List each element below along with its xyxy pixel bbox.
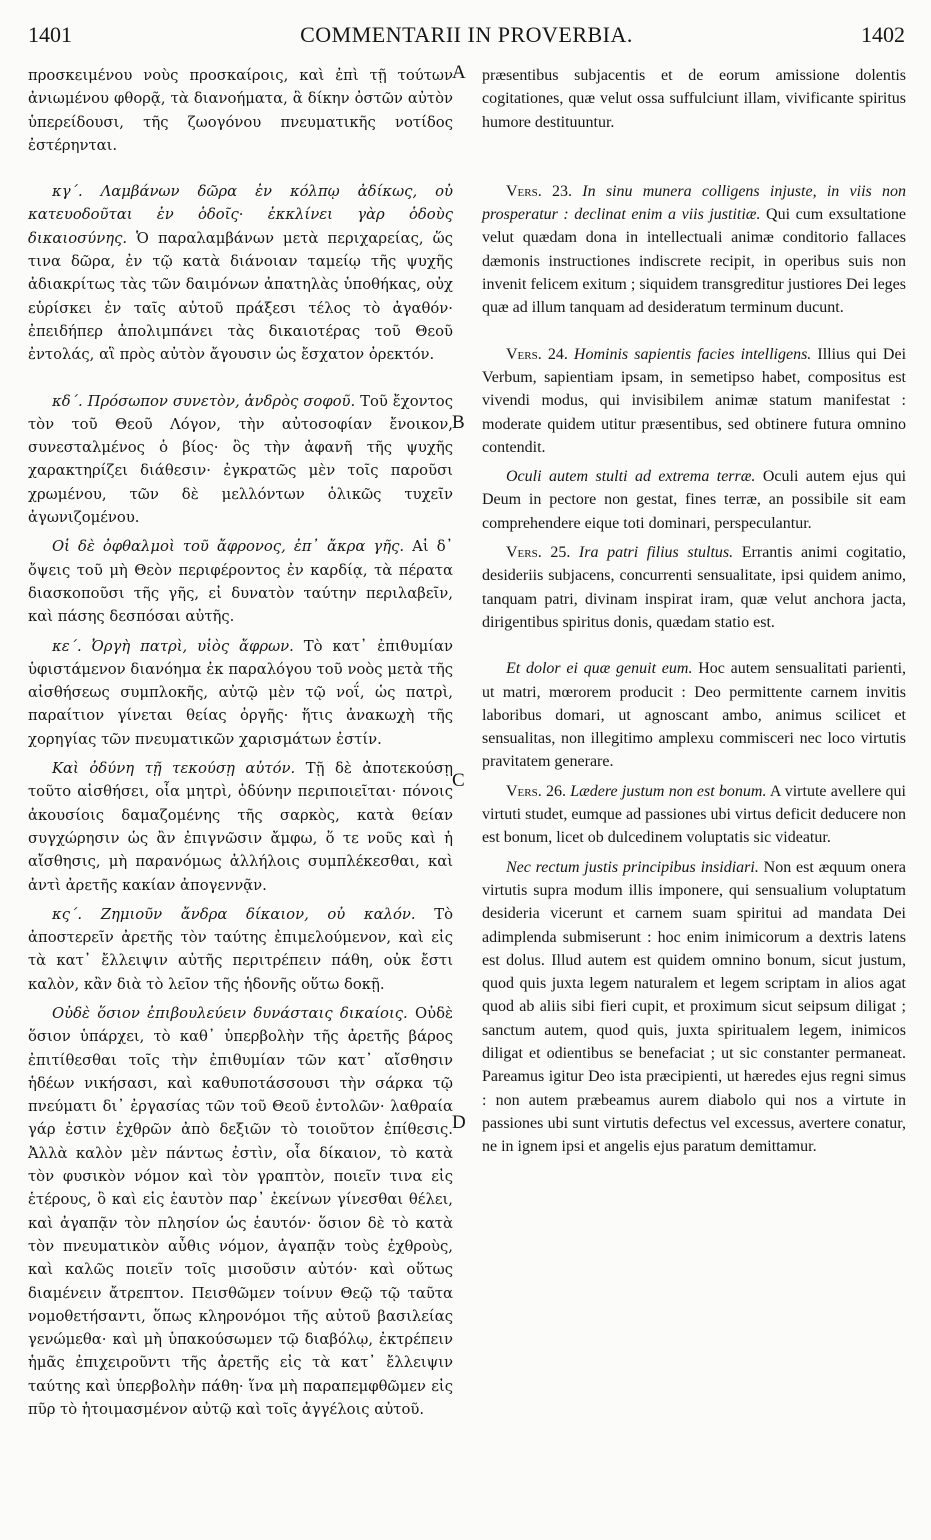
greek-text-5: Τὸ κατ᾽ ἐπιθυμίαν ὑφιστάμενον διανόημα ἐκ παραλόγου τοῦ νοὸς μετὰ τῆς αἰσθήσεως συμπλοκῆς, αὐτῷ μὲν τῷ νοΐ, ὡς πατρὶ, παραίτιον γίνεται θείας ὀργῆς· ἥτις ἀνακωχὴ τῆς χορηγίας τῶν πνευματικῶν χαρισμάτων ἐστίν. <box>28 637 453 748</box>
latin-verse-number-24: Vers. 24. <box>506 345 568 363</box>
greek-lemma-rulers: Οὐδὲ ὅσιον ἐπιβουλεύειν δυνάσταις δικαίοις. <box>52 1004 408 1022</box>
greek-paragraph-1 <box>28 64 453 157</box>
latin-paragraph-1 <box>482 64 906 134</box>
greek-text-1: προσκειμένου νοὺς προσκαίροις, καὶ ἐπὶ τῇ τούτων ἀνιωμένου φθορᾷ, τὰ διανοήματα, ἃ δίκην ὀστῶν αὐτὸν ὑπερείδουσι, τῆς ζωογόνου πνευματικῆς νοτίδος ἐστέρηνται. <box>28 67 453 154</box>
greek-text-7: Τὸ ἀποστερεῖν ἀρετῆς τὸν ταύτης ἐπιμελούμενον, καὶ εἰς τὰ κατ᾽ ἔλλειψιν αὐτῆς περιτρέπειν πάθη, οὐκ ἔστι καλὸν, κἂν διὰ τὸ λεῖον τῆς ἡδονῆς οὕτω δοκῇ. <box>28 905 453 993</box>
greek-text-8: Οὐδὲ ὅσιον ὑπάρχει, τὸ καθ᾽ ὑπερβολὴν τῆς ἀρετῆς βάρος ἐπιτίθεσθαι τοῖς τὴν ἐπιθυμίαν τῶν κατ᾽ αἴσθησιν ἡδέων νικήσασι, καὶ καθυποτάσσουσι τὴν σάρκα τῷ πνεύματι δι᾽ ἐργασίας τῶν τοῦ Θεοῦ ἐντολῶν· λαθραία γάρ ἐστιν ἐχθρῶν ἀπὸ δεξιῶν τὸ τοιοῦτον ἐπίθεσις. Ἀλλὰ καλὸν μὲν πάντως ἐστὶν, οἷα δίκαιον, τὸ κατὰ τὸν φυσικὸν νόμον καὶ τὸν γραπτὸν, ποιεῖν τινα εἰς ἑτέρους, ὃ καὶ εἰς ἑαυτὸν παρ᾽ ἐκείνων γίνεσθαι θέλει, καὶ ἀγαπᾷν τὸν πλησίον ὡς ἑαυτόν· ὅσιον δὲ τὸ κατὰ τὸν πνευματικὸν αὖθις νόμον, ἀγαπᾷν τοὺς ἐχθροὺς, καὶ καλῶς ποιεῖν τοῖς μισοῦσιν αὐτόν· καὶ οὕτως διαμένειν ἄτρεπτον. Πεισθῶμεν τοίνυν Θεῷ τῷ ταῦτα νομοθετήσαντι, ὅπως κληρονόμοι τῆς αὐτοῦ βασιλείας γενώμεθα· καὶ μὴ ὑπακούσωμεν τῷ διαβόλῳ, ἐκτρέπειν ἡμᾶς ἐπιχειροῦντι τῆς ἀρετῆς εἰς τὰ κατ᾽ ἔλλειψιν ταύτης καὶ ὑπερβολὴν πάθη· ἵνα μὴ παραπεμφθῶμεν εἰς πῦρ τὸ ἡτοιμασμένον αὐτῷ καὶ τοῖς ἀγγέλοις αὐτοῦ. <box>28 1004 453 1419</box>
latin-lemma-grief: Et dolor ei quæ genuit eum. <box>506 660 693 678</box>
latin-paragraph-6 <box>482 657 906 773</box>
greek-lemma-grief: Καὶ ὀδύνη τῇ τεκούσῃ αὐτόν. <box>52 760 296 778</box>
latin-text-5: Errantis animi cogitatio, desideriis subjacens, concurrenti sensualitate, ipsi quidem animo, tanquam patri, divinam inspirat iram, quæ velut anchora jacta, dirigentibus spiritus donis, quædam statio est. <box>482 544 907 631</box>
greek-paragraph-8 <box>28 1002 453 1421</box>
greek-paragraph-3 <box>28 390 453 530</box>
latin-lemma-rulers: Nec rectum justis principibus insidiari. <box>506 858 759 876</box>
latin-paragraph-4 <box>482 465 906 535</box>
greek-paragraph-7 <box>28 903 453 996</box>
latin-text-4: Oculi autem ejus qui Deum in pectore non gestat, fines terræ, an possibile sit eam comprehendere eique toti dominari, perspeculantur. <box>482 468 907 532</box>
latin-text-7: A virtute avellere qui virtuti studet, eumque ad passiones ubi virtus deficit deducere non est bonum, licet ob dulcedinem voluptatis sic videatur. <box>482 782 907 847</box>
greek-column <box>28 64 453 1421</box>
latin-verse-lemma-25: Ira patri filius stultus. <box>578 544 734 562</box>
margin-letter-b: B <box>452 412 465 433</box>
margin-letter-d: D <box>452 1112 466 1133</box>
greek-text-6: Τῇ δὲ ἀποτεκούσῃ τοῦτο αἰσθήσει, οἷα μητρὶ, ὀδύνην περιποιεῖται· πόνοις ἀκουσίοις δαμαζομένης τῆς σαρκὸς, κατὰ θείαν συγχώρησιν ὡς ἂν ἐπιγνῶσιν ἄμφω, ὅ τε νοῦς καὶ ἡ αἴσθησις, μὴ παρανόμως ἀλλήλοις συμπλέκεσθαι, καὶ ἀντὶ ἀρετῆς κακίαν ἀπογεννᾷν. <box>28 760 453 894</box>
latin-verse-lemma-24: Hominis sapientis facies intelligens. <box>573 345 812 363</box>
latin-paragraph-3 <box>482 343 906 459</box>
margin-letter-c: C <box>452 770 465 791</box>
greek-paragraph-5 <box>28 635 453 751</box>
latin-text-8: Non est æquum onera virtutis supra modum illis imponere, qui sensualium voluptatum desideria vicerunt et carnem suam spiritui ad mandata Dei adimplenda submiserunt : hoc enim inimicorum a dextris latens est dolus. Illud autem est quidem omnino bonum, sicut justum, quod quis juxta legem naturalem et legem scriptam in alios agat quod ab aliis sibi fieri cupit, et proximum sicut seipsum diligat ; sanctum autem, quod quis, juxta spiritualem legem, inimicos diligat et odientibus se benefaciat ; ut sic constanter permaneat. Pareamus igitur Deo ista præcipienti, ut hæredes ejus regni simus : non autem præbeamus aurem diabolo qui nos a virtute in passiones ubi sunt virtutis defectus vel excessus, avertere conatur, ne in ignem ipsi et angelis ejus paratum demittamur. <box>482 858 907 1156</box>
greek-paragraph-6 <box>28 757 453 897</box>
margin-letter-a: A <box>452 62 466 83</box>
latin-paragraph-2 <box>482 180 906 320</box>
greek-paragraph-2 <box>28 180 453 366</box>
page-number-right: 1402 <box>861 22 905 47</box>
greek-verse-lemma-26: κς΄. Ζημιοῦν ἄνδρα δίκαιον, οὐ καλόν. <box>52 905 416 923</box>
latin-verse-number-26: Vers. 26. <box>506 782 566 800</box>
latin-lemma-eyes: Oculi autem stulti ad extrema terræ. <box>506 468 756 486</box>
page-number-left: 1401 <box>28 22 72 47</box>
greek-verse-lemma-24: κδ΄. Πρόσωπον συνετὸν, ἀνδρὸς σοφοῦ. <box>52 392 356 410</box>
running-header <box>28 22 905 52</box>
latin-verse-number-23: Vers. 23. <box>506 182 572 200</box>
greek-verse-lemma-25: κε΄. Ὀργὴ πατρὶ, υἱὸς ἄφρων. <box>52 637 294 655</box>
latin-paragraph-8 <box>482 856 906 1159</box>
latin-verse-lemma-23: In sinu munera colligens injuste, in viis non prosperatur : declinat enim a viis justitiæ. <box>482 182 907 224</box>
latin-text-3: Illius qui Dei Verbum, sapientiam ipsam, in semetipso habet, compositus est vivendi modus, qui invisibilem animæ statum manifestat : moderate quidem utitur præsentibus, sed obtinere futura omnino contendit. <box>482 345 907 456</box>
greek-paragraph-4 <box>28 535 453 628</box>
latin-paragraph-7 <box>482 780 906 850</box>
latin-verse-lemma-26: Lædere justum non est bonum. <box>570 782 767 800</box>
latin-text-2: Qui cum exsultatione velut quædam dona in intellectuali animæ conditorio fallaces dæmonis instructiones indiscrete recipit, in operibus suis non invenit felicem exitum ; siquidem transgreditur justiores Dei leges quæ ad illum tanquam ad desideratum terminum ducunt. <box>482 206 907 317</box>
latin-verse-number-25: Vers. 25. <box>506 544 571 562</box>
running-title: COMMENTARII IN PROVERBIA. <box>300 22 633 47</box>
latin-paragraph-5 <box>482 541 906 634</box>
greek-text-4: Αἱ δ᾽ ὄψεις τοῦ μὴ Θεὸν περιφέροντος ἐν καρδίᾳ, τὰ πέρατα διασκοποῦσι τῆς γῆς, εἰ δυνατὸν ταύτην περιλαβεῖν, καὶ πάσης δεσπόσαι αὐτῆς. <box>28 538 453 626</box>
greek-verse-lemma-23: κγ΄. Λαμβάνων δῶρα ἐν κόλπῳ ἀδίκως, οὐ κατευοδοῦται ἐν ὁδοῖς· ἐκκλίνει γὰρ ὁδοὺς δικαιοσύνης. <box>28 183 453 247</box>
greek-text-3: Τοῦ ἔχοντος τὸν τοῦ Θεοῦ Λόγον, τὴν αὐτοσοφίαν ἔνοικον, συνεσταλμένος ὁ βίος· ὃς τὴν ἀφανῆ τῆς ψυχῆς χαρακτηρίζει διάθεσιν· ἐγκρατῶς μὲν τοῖς παροῦσι χρωμένου, τῶν δὲ μελλόντων ὁλικῶς τυχεῖν ἀγωνιζομένου. <box>28 392 453 527</box>
latin-text-1: præsentibus subjacentis et de eorum amissione dolentis cogitationes, quæ velut ossa suffulciunt illam, vivificante spiritus humore destituuntur. <box>482 67 906 131</box>
greek-text-2: Ὁ παραλαμβάνων μετὰ περιχαρείας, ὥς τινα δῶρα, ἐν τῷ κατὰ διάνοιαν ταμείῳ τῆς ψυχῆς ἀδιακρίτως τὰς τῶν δαιμόνων ἀπατηλὰς ὑποθήκας, οὐχ εὑρίσκει ἐν ταῖς αὐτοῦ πράξεσι τέλος τὸ ἀγαθόν· ἐπειδήπερ ἀπολιμπάνει τὰς δικαιοτέρας τοῦ Θεοῦ ἐντολάς, αἳ πρὸς αὐτὸν ἄγουσιν ὡς ἔσχατον ὀρεκτόν. <box>28 229 453 364</box>
latin-text-6: Hoc autem sensualitati parienti, ut matri, mœrorem producit : Deo permittente carnem invitis laboribus domari, ut agnoscant ambo, animus scilicet et sensualitas, non illegitimo amplexu commisceri nec loco virtutis pravitatem generare. <box>482 660 907 771</box>
greek-lemma-eyes: Οἱ δὲ ὀφθαλμοὶ τοῦ ἄφρονος, ἐπ᾽ ἄκρα γῆς. <box>52 538 405 556</box>
latin-column <box>482 64 906 1158</box>
